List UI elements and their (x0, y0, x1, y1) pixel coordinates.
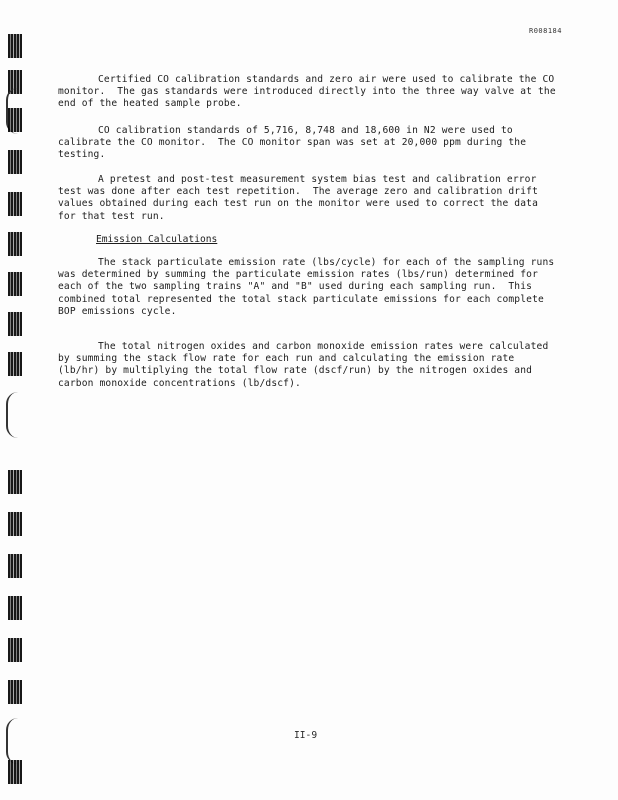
binding-hole-mark (8, 312, 22, 336)
binding-hole-mark (8, 596, 22, 620)
body-paragraph (58, 125, 558, 162)
binding-hole-mark (8, 470, 22, 494)
page-number: II-9 (294, 730, 318, 741)
paragraph-text: A pretest and post-test measurement system bias test and calibration error test was done after each test repetition. The average zero and calibration drift values obtained during each test run on the monitor were used to correct the data for that test run. (58, 174, 544, 222)
binding-hole-mark (8, 554, 22, 578)
binding-hole-mark (8, 108, 22, 132)
binding-hole-mark (8, 232, 22, 256)
binding-hole-mark (8, 680, 22, 704)
page-curl-mark (6, 718, 30, 764)
section-heading: Emission Calculations (96, 234, 218, 245)
binding-hole-mark (8, 352, 22, 376)
page-curl-mark (6, 392, 30, 438)
document-code: R008184 (528, 27, 562, 35)
paragraph-text: CO calibration standards of 5,716, 8,748 and 18,600 in N2 were used to calibrate the CO monitor. The CO monitor span was set at 20,000 ppm during the testing. (58, 125, 533, 161)
body-paragraph (58, 341, 558, 390)
paragraph-text: Certified CO calibration standards and zero air were used to calibrate the CO monitor. The gas standards were introduced directly into the three way valve at the end of the heated sample probe. (58, 74, 562, 110)
paragraph-text: The stack particulate emission rate (lbs/cycle) for each of the sampling runs was determined by summing the particulate emission rates (lbs/run) determined for each of the two sampling trains "A" and "B" used during each sampling run. This combined total represented the total stack particulate emissions for each complete BOP emissions cycle. (58, 257, 561, 317)
body-paragraph (58, 257, 561, 318)
body-paragraph (58, 174, 558, 223)
binding-hole-mark (8, 150, 22, 174)
binding-hole-mark (8, 512, 22, 536)
body-paragraph (58, 74, 562, 111)
binding-hole-mark (8, 34, 22, 58)
binding-hole-mark (8, 272, 22, 296)
binding-hole-mark (8, 192, 22, 216)
binding-hole-mark (8, 760, 22, 784)
paragraph-text: The total nitrogen oxides and carbon monoxide emission rates were calculated by summing the stack flow rate for each run and calculating the emission rate (lb/hr) by multiplying the total flow rate (dscf/run) by the nitrogen oxides and carbon monoxide concentrations (lb/dscf). (58, 341, 555, 389)
binding-hole-mark (8, 638, 22, 662)
